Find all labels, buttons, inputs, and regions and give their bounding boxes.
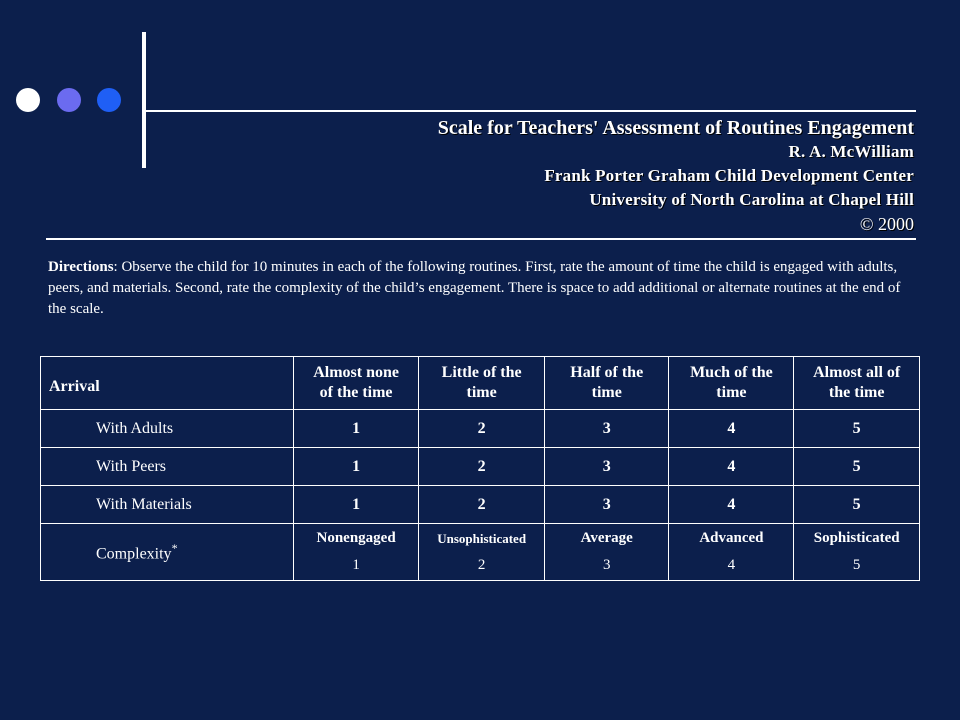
row-label: With Peers xyxy=(41,448,294,486)
rating-cell: 2 xyxy=(419,448,545,486)
complexity-level-name: Advanced xyxy=(699,530,764,546)
complexity-level-value: 1 xyxy=(352,557,360,573)
complexity-cell xyxy=(293,524,418,581)
complexity-level-value: 2 xyxy=(477,557,486,573)
complexity-cell xyxy=(419,524,545,581)
rating-cell: 5 xyxy=(794,448,920,486)
row-label: With Adults xyxy=(41,410,294,448)
complexity-label: Complexity* xyxy=(41,524,294,581)
column-header: Almost all of the time xyxy=(794,357,920,410)
rating-cell: 3 xyxy=(545,410,669,448)
complexity-level-name: Average xyxy=(580,530,633,546)
complexity-level-name: Sophisticated xyxy=(813,530,900,546)
rating-cell: 4 xyxy=(669,448,794,486)
complexity-level-value: 5 xyxy=(852,557,861,573)
table-header-row xyxy=(41,357,920,410)
rating-cell: 3 xyxy=(545,448,669,486)
directions-body: : Observe the child for 10 minutes in each of the following routines. First, rate the amount of time the child is engaged with adults, peers, and materials. Second, rate the complexity of the child’s engagement. There is space to add additional or alternate routines at the end of the scale. xyxy=(48,259,901,317)
complexity-level-name: Unsophisticated xyxy=(437,531,527,546)
page-title: Scale for Teachers' Assessment of Routines Engagement xyxy=(437,117,914,139)
blue-dot-decoration xyxy=(97,88,121,112)
lavender-dot-decoration xyxy=(57,88,81,112)
rating-cell: 5 xyxy=(794,486,920,524)
header-block xyxy=(438,116,914,236)
complexity-cell xyxy=(545,524,669,581)
column-header: Almost none of the time xyxy=(293,357,418,410)
directions-text xyxy=(48,257,918,320)
complexity-level-name: Nonengaged xyxy=(316,530,396,546)
university-name: University of North Carolina at Chapel Hill xyxy=(589,190,914,209)
white-dot-decoration xyxy=(16,88,40,112)
table-row xyxy=(41,410,920,448)
column-header: Much of the time xyxy=(669,357,794,410)
center-name: Frank Porter Graham Child Development Center xyxy=(544,166,914,185)
complexity-cell xyxy=(794,524,920,581)
rating-cell: 1 xyxy=(293,410,418,448)
vertical-divider xyxy=(142,32,146,168)
copyright-notice: © 2000 xyxy=(859,214,914,234)
row-label: With Materials xyxy=(41,486,294,524)
directions-label: Directions xyxy=(48,259,114,275)
middle-divider xyxy=(46,238,916,240)
rating-cell: 1 xyxy=(293,486,418,524)
rating-cell: 4 xyxy=(669,410,794,448)
rating-cell: 1 xyxy=(293,448,418,486)
engagement-scale-table xyxy=(40,356,920,581)
column-header: Little of the time xyxy=(419,357,545,410)
footnote-marker: * xyxy=(171,540,178,555)
top-divider xyxy=(142,110,916,112)
routine-name: Arrival xyxy=(41,357,294,410)
rating-cell: 2 xyxy=(419,486,545,524)
author-name: R. A. McWilliam xyxy=(788,142,914,161)
complexity-row xyxy=(41,524,920,581)
rating-cell: 4 xyxy=(669,486,794,524)
table-row xyxy=(41,486,920,524)
rating-cell: 5 xyxy=(794,410,920,448)
rating-cell: 2 xyxy=(419,410,545,448)
complexity-cell xyxy=(669,524,794,581)
complexity-level-value: 3 xyxy=(602,557,611,573)
rating-cell: 3 xyxy=(545,486,669,524)
complexity-level-value: 4 xyxy=(727,557,736,573)
table-row xyxy=(41,448,920,486)
column-header: Half of the time xyxy=(545,357,669,410)
